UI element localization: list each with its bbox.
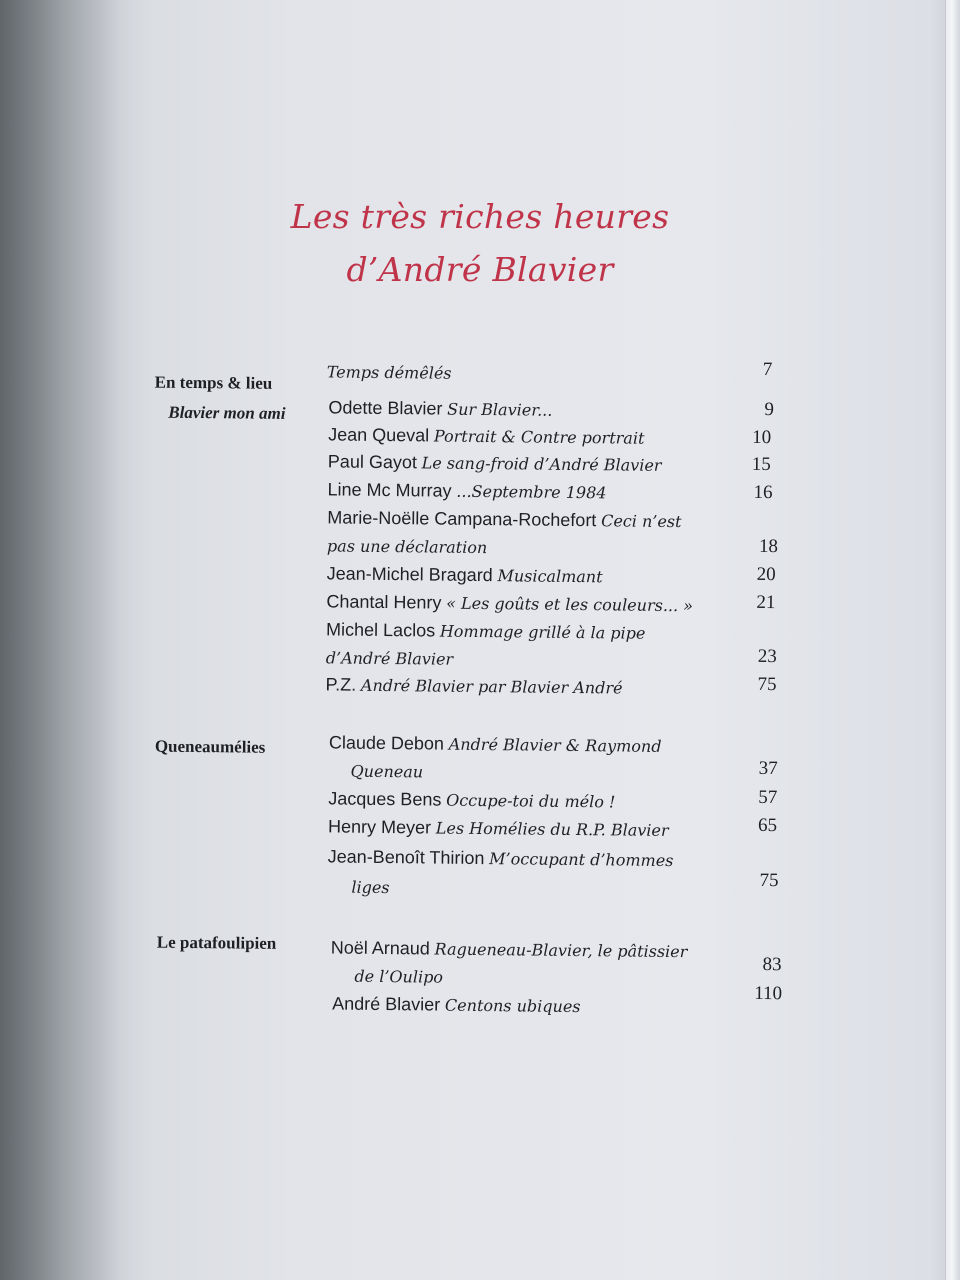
entry-author: André Blavier xyxy=(332,993,441,1015)
section-le-patafoulipien: Le patafoulipien xyxy=(156,932,277,953)
entry-author: Jean-Benoît Thirion xyxy=(327,846,485,869)
section-queneaumelies: Queneaumélies xyxy=(154,736,266,757)
toc-entry xyxy=(327,480,606,502)
entry-page-number: 57 xyxy=(758,786,778,809)
entry-page-number: 75 xyxy=(757,673,777,696)
toc-entry-continued xyxy=(354,967,443,987)
toc-entry xyxy=(327,362,452,382)
entry-author: Noël Arnaud xyxy=(330,937,430,959)
section-en-temps-et-lieu: En temps & lieu xyxy=(154,372,273,393)
toc-entry xyxy=(326,620,645,642)
entry-work-continued: de l’Oulipo xyxy=(354,966,444,987)
entry-page-number: 21 xyxy=(756,591,776,614)
entry-page-number: 10 xyxy=(752,426,772,449)
toc-entry xyxy=(328,425,644,447)
toc-entry xyxy=(327,508,681,531)
entry-author: Claude Debon xyxy=(328,732,445,754)
entry-page-number: 18 xyxy=(758,535,779,558)
entry-author: Michel Laclos xyxy=(325,619,436,641)
title-line-2: d’André Blavier xyxy=(346,250,614,289)
entry-page-number: 15 xyxy=(751,453,771,476)
toc-entry xyxy=(328,847,674,870)
entry-author: Henry Meyer xyxy=(327,816,432,838)
toc-entry xyxy=(325,675,622,697)
entry-page-number: 110 xyxy=(754,982,783,1005)
entry-author: Jacques Bens xyxy=(328,788,442,810)
entry-work: Le sang-froid d’André Blavier xyxy=(421,453,662,475)
toc-entry xyxy=(328,452,662,474)
entry-work: André Blavier par Blavier André xyxy=(360,675,623,698)
entry-author: P.Z. xyxy=(325,674,357,695)
entry-work: Centons ubiques xyxy=(444,995,581,1017)
entry-work: Portrait & Contre portrait xyxy=(433,426,645,448)
entry-work: André Blavier & Raymond xyxy=(448,734,662,756)
entry-page-number: 9 xyxy=(764,398,775,421)
title-line-1: Les très riches heures xyxy=(290,197,670,236)
entry-page-number: 37 xyxy=(758,757,778,780)
entry-work: Hommage grillé à la pipe xyxy=(439,621,646,643)
toc-entry xyxy=(332,994,581,1016)
toc-entry xyxy=(327,564,603,586)
entry-work: M’occupant d’hommes xyxy=(489,849,674,871)
entry-work: ...Septembre 1984 xyxy=(456,481,607,503)
toc-entry xyxy=(328,817,669,840)
entry-work: Temps démêlés xyxy=(326,362,452,383)
toc-entry-continued xyxy=(351,762,424,782)
entry-page-number: 7 xyxy=(762,358,773,381)
entry-page-number: 16 xyxy=(753,481,773,504)
entry-author: Chantal Henry xyxy=(326,591,442,613)
toc-entry xyxy=(328,398,552,419)
toc-entry-continued xyxy=(351,878,389,897)
entry-author: Marie-Noëlle Campana-Rochefort xyxy=(327,507,597,531)
toc-entry xyxy=(331,938,688,961)
entry-work: Sur Blavier... xyxy=(447,399,553,420)
toc-entry-continued xyxy=(327,536,487,557)
entry-work-continued: Queneau xyxy=(350,761,424,782)
entry-page-number: 83 xyxy=(762,953,782,976)
toc-entry xyxy=(329,733,662,755)
entry-work-continued: liges xyxy=(351,877,390,898)
entry-work-continued: pas une déclaration xyxy=(326,536,488,558)
entry-author: Line Mc Murray xyxy=(327,479,452,501)
entry-author: Jean Queval xyxy=(328,424,430,446)
entry-page-number: 75 xyxy=(759,869,779,892)
entry-author: Odette Blavier xyxy=(328,397,443,419)
toc-entry-continued xyxy=(326,648,454,668)
entry-work: Les Homélies du R.P. Blavier xyxy=(435,818,669,840)
toc-entry xyxy=(326,592,693,615)
entry-author: Paul Gayot xyxy=(327,451,418,473)
entry-work: Occupe-toi du mélo ! xyxy=(446,790,616,812)
section-blavier-mon-ami: Blavier mon ami xyxy=(168,402,286,423)
entry-author: Jean-Michel Bragard xyxy=(326,563,493,586)
entry-page-number: 20 xyxy=(756,563,776,586)
entry-work-continued: d’André Blavier xyxy=(325,648,454,669)
entry-work: Ceci n’est xyxy=(601,511,682,532)
entry-page-number: 65 xyxy=(757,814,778,837)
entry-page-number: 23 xyxy=(757,645,777,668)
entry-work: « Les goûts et les couleurs... » xyxy=(446,593,694,616)
entry-work: Musicalmant xyxy=(497,566,603,587)
entry-work: Ragueneau-Blavier, le pâtissier xyxy=(434,939,688,962)
toc-entry xyxy=(328,789,615,811)
